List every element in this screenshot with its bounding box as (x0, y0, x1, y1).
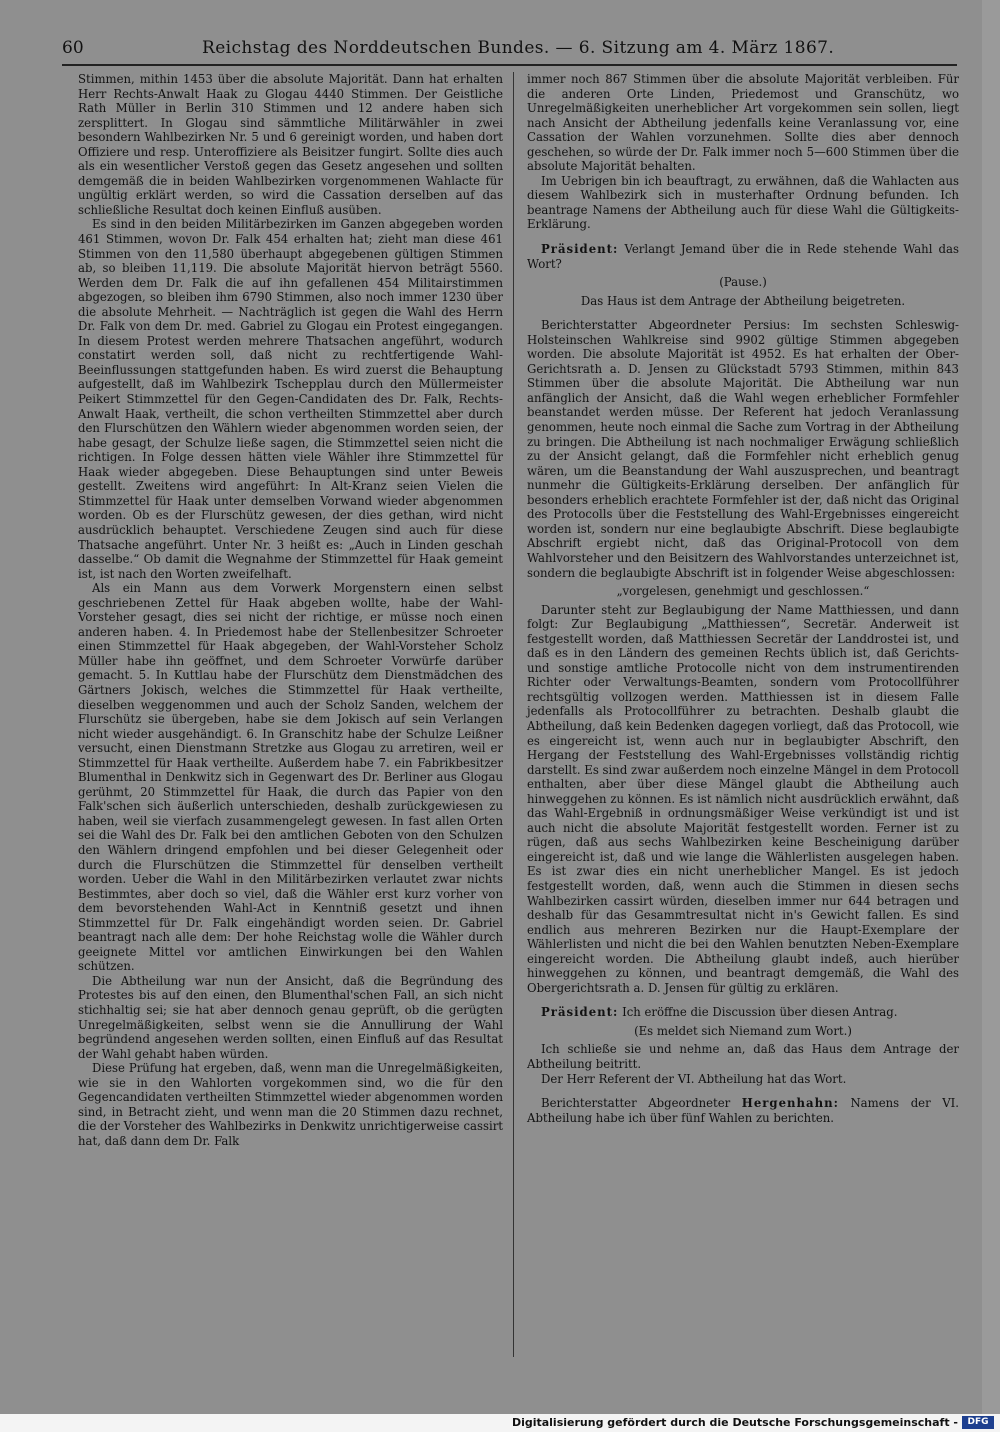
speech-text: Ich eröffne die Discussion über diesen Antrag. (622, 1005, 898, 1020)
header-rule (62, 64, 957, 66)
column-divider (513, 72, 514, 1357)
paragraph: Darunter steht zur Beglaubigung der Name Matthiessen, und dann folgt: Zur Beglaubigung „Matthiessen“, Secretär. Anderweit ist festgestellt worden, daß Matthiessen Secretär der Landdrostei ist, und daß es in den Ländern des gemeinen Rechts üblich ist, daß Gerichts- und sonstige amtliche Protocolle nicht von dem instrumentirenden Richter oder Verwaltungs-Beamten, sondern vom Protocollführer rechtsgültig vollzogen werden. Matthiessen ist in diesem Falle jedenfalls als Protocollführer zu betrachten. Deshalb glaubt die Abtheilung, daß kein Bedenken dagegen vorliegt, daß das Protocoll, wie es eingereicht ist, wenn auch nur in beglaubigter Abschrift, den Hergang der Feststellung des Wahl-Ergebnisses vollständig richtig darstellt. Es sind zwar außerdem noch einzelne Mängel in dem Protocoll enthalten, aber über diese Mängel glaubt die Abtheilung auch hinweggehen zu können. Es ist nämlich nicht ausdrücklich erwähnt, daß das Wahl-Ergebniß in ordnungsmäßiger Weise verkündigt ist und ist auch nicht die absolute Majorität festgestellt worden. Ferner ist zu rügen, daß aus sechs Wahlbezirken keine Bescheinigung darüber eingereicht ist, daß und wie lange die Wählerlisten ausgelegen haben. Es ist zwar dies ein nicht unerheblicher Mangel. Es ist jedoch festgestellt worden, daß, wenn auch die Stimmen in diesen sechs Wahlbezirken cassirt würden, dieselben immer nur 644 betragen und deshalb für das Gesammtresultat nicht in's Gewicht fallen. Es sind endlich aus mehreren Bezirken nur die Haupt-Exemplare der Wählerlisten und nicht die bei den Wahlen benutzten Neben-Exemplare eingereicht worden. Die Abtheilung glaubt indeß, auch hierüber hinweggehen zu können, und beantragt demgemäß, die Wahl des Obergerichtsrath a. D. Jensen für gültig zu erklären. (527, 602, 959, 995)
president-statement (527, 1005, 959, 1020)
paragraph: immer noch 867 Stimmen über die absolute Majorität verbleiben. Für die anderen Orte Linden, Priedemost und Granschütz, wo Unregelmäßigkeiten unerheblicher Art vorgekommen sein sollen, liegt nach Ansicht der Abtheilung jedenfalls keine Veranlassung vor, eine Cassation der Wahlen vorzunehmen. Sollte dies aber dennoch geschehen, so würde der Dr. Falk immer noch 5—600 Stimmen über die absolute Majorität behalten. (527, 72, 959, 174)
decision-note: Das Haus ist dem Antrage der Abtheilung beigetreten. (580, 293, 906, 308)
funding-credit: Digitalisierung gefördert durch die Deutsche Forschungsgemeinschaft - (511, 1416, 958, 1429)
right-column (527, 72, 959, 1125)
aside-note: (Es meldet sich Niemand zum Wort.) (634, 1023, 852, 1038)
speaker-label: Präsident: (541, 242, 619, 257)
dfg-logo: DFG (962, 1416, 994, 1429)
paragraph: Als ein Mann aus dem Vorwerk Morgenstern einen selbst geschriebenen Zettel für Haak abgeben wollte, habe der Wahl-Vorsteher gesagt, dies sei nicht der richtige, er müsse noch einen anderen haben. 4. In Priedemost habe der Stellenbesitzer Schroeter einen Stimmzettel für Haak abgegeben, der Wahl-Vorsteher Scholz Müller habe ihn geöffnet, und dem Schroeter Vorwürfe darüber gemacht. 5. In Kuttlau habe der Flurschütz dem Dienstmädchen des Gärtners Jokisch, welches die Stimmzettel für Haak vertheilte, dieselben weggenommen und auch der Scholz Sanden, welchem der Flurschütz sie übergeben, habe sie dem Jokisch auf sein Verlangen nicht wieder ausgehändigt. 6. In Granschitz habe der Schulze Leißner versucht, einen Dienstmann Stretzke aus Glogau zu arretiren, weil er Stimmzettel für Haak vertheilte. Außerdem habe 7. ein Fabrikbesitzer Blumenthal in Denkwitz sich in Gegenwart des Dr. Berliner aus Glogau gerühmt, 20 Stimmzettel für Haak, die durch das Papier von den Falk'schen sich äußerlich unterschieden, deshalb zurückgewiesen zu haben, weil sie vierfach zusammengelegt gewesen. In fast allen Orten sei die Wahl des Dr. Falk bei den amtlichen Geboten von den Schulzen den Wählern dringend empfohlen und bei dieser Gelegenheit oder durch die Flurschützen die Stimmzettel für denselben vertheilt worden. Ueber die Wahl in den Militärbezirken verlautet zwar nichts Bestimmtes, aber doch so viel, daß die Wähler erst kurz vorher von dem bevorstehenden Wahl-Act in Kenntniß gesetzt und ihnen Stimmzettel für Dr. Falk eingehändigt worden seien. Dr. Gabriel beantragt nach alle dem: Der hohe Reichstag wolle die Wähler durch geeignete Mittel vor amtlichen Einwirkungen bei den Wahlen schützen. (78, 581, 503, 974)
paragraph: Stimmen, mithin 1453 über die absolute Majorität. Dann hat erhalten Herr Rechts-Anwalt Haak zu Glogau 4440 Stimmen. Der Geistliche Rath Müller in Berlin 310 Stimmen und 12 andere haben sich zersplittert. In Glogau sind sämmtliche Militärwähler in zwei besondern Wahlbezirken Nr. 5 und 6 gereinigt worden, und haben dort Offiziere und resp. Unteroffiziere als Beisitzer fungirt. Sollte dies auch als ein wesentlicher Verstoß gegen das Gesetz angesehen und sollten demgemäß die in beiden Wahlbezirken vorgenommenen Wahlacte für ungültig erklärt werden, so wird die Cassation derselben auf das schließliche Resultat doch keinen Einfluß ausüben. (78, 72, 503, 217)
paragraph: Die Abtheilung war nun der Ansicht, daß die Begründung des Protestes bis auf den einen, den Blumenthal'schen Fall, an sich nicht stichhaltig sei; sie hat aber dennoch genau geprüft, ob die gerügten Unregelmäßigkeiten, selbst wenn sie die Annullirung der Wahl begründend angesehen werden sollten, einen Einfluß auf das Resultat der Wahl gehabt haben würden. (78, 973, 503, 1061)
paragraph: Ich schließe sie und nehme an, daß das Haus dem Antrage der Abtheilung beitritt. (527, 1042, 959, 1071)
running-head: Reichstag des Norddeutschen Bundes. — 6. Sitzung am 4. März 1867. (202, 38, 835, 58)
reporter-prefix: Berichterstatter Abgeordneter (541, 1096, 731, 1111)
paragraph: Im Uebrigen bin ich beauftragt, zu erwähnen, daß die Wahlacten aus diesem Wahlbezirk sich in musterhafter Ordnung befunden. Ich beantrage Namens der Abtheilung auch für diese Wahl die Gültigkeits-Erklärung. (527, 173, 959, 232)
quote: „vorgelesen, genehmigt und geschlossen.“ (616, 584, 870, 599)
paragraph: Berichterstatter Abgeordneter Persius: Im sechsten Schleswig-Holsteinschen Wahlkreise sind 9902 gültige Stimmen abgegeben worden. Die absolute Majorität ist 4952. Es hat erhalten der Ober-Gerichtsrath a. D. Jensen zu Glückstadt 5793 Stimmen, mithin 843 Stimmen über die absolute Majorität. Die Abtheilung war nun anfänglich der Ansicht, daß die Wahl wegen erheblicher Formfehler beanstandet werden müsse. Der Referent hat jedoch Veranlassung genommen, heute noch einmal die Sache zum Vortrag in der Abtheilung zu bringen. Die Abtheilung ist nach nochmaliger Erwägung schließlich zu der Ansicht gelangt, daß die Formfehler nicht erheblich genug wären, um die Beanstandung der Wahl auszusprechen, und beantragt nunmehr die Gültigkeits-Erklärung derselben. Der anfänglich für besonders erheblich erachtete Formfehler ist der, daß nicht das Original des Protocolls über die Feststellung des Wahl-Ergebnisses eingereicht worden ist, sondern nur eine beglaubigte Abschrift. Diese beglaubigte Abschrift ergiebt nicht, daß das Original-Protocoll von dem Wahlvorsteher und den Beisitzern des Wahlvorstandes unterzeichnet ist, sondern die beglaubigte Abschrift ist in folgender Weise abgeschlossen: (527, 318, 959, 580)
left-column (78, 72, 503, 1148)
paragraph: Es sind in den beiden Militärbezirken im Ganzen abgegeben worden 461 Stimmen, wovon Dr. Falk 454 erhalten hat; zieht man diese 461 Stimmen von den 11,580 überhaupt abgegebenen gültigen Stimmen ab, so bleiben 11,119. Die absolute Majorität hiervon beträgt 5560. Werden dem Dr. Falk die auf ihn gefallenen 454 Militairstimmen abgezogen, so bleiben ihm 6790 Stimmen, also noch immer 1230 über die absolute Mehrheit. — Nachträglich ist gegen die Wahl des Herrn Dr. Falk von dem Dr. med. Gabriel zu Glogau ein Protest eingegangen. In diesem Protest werden mehrere Thatsachen angeführt, wodurch constatirt werden soll, daß nicht zu rechtfertigende Wahl-Beeinflussungen stattgefunden haben. Es wird zuerst die Behauptung aufgestellt, daß im Wahlbezirk Tschepplau durch den Müllermeister Peikert Stimmzettel für den Gegen-Candidaten des Dr. Falk, Rechts-Anwalt Haak, vertheilt, die schon vertheilten Stimmzettel aber durch den Flurschützen den Wählern wieder abgenommen worden seien, der habe gesagt, der Schulze ließe sagen, die Stimmzettel seien nicht die richtigen. In Folge dessen hätten viele Wähler ihre Stimmzettel für Haak wieder abgegeben. Diese Behauptungen sind unter Beweis gestellt. Zweitens wird angeführt: In Alt-Kranz seien Vielen die Stimmzettel für Haak unter demselben Vorwand wieder abgenommen worden. Ob es der Flurschütz gewesen, der dies gethan, wird nicht ausdrücklich behauptet. Verschiedene Zeugen sind auch für diese Thatsache angeführt. Unter Nr. 3 heißt es: „Auch in Linden geschah dasselbe.“ Ob damit die Wegnahme der Stimmzettel für Haak gemeint ist, ist nach den Worten zweifelhaft. (78, 217, 503, 581)
page-header (62, 38, 962, 66)
scan-edge (982, 0, 1000, 1414)
paragraph: Diese Prüfung hat ergeben, daß, wenn man die Unregelmäßigkeiten, wie sie in den Wahlorten vorgekommen sind, wo die für den Gegencandidaten vertheilten Stimmzettel wieder abgenommen worden sind, in Betracht zieht, und wenn man die 20 Stimmen dazu rechnet, die der Vorsteher des Wahlbezirks in Denkwitz unrichtigerweise cassirt hat, daß dann dem Dr. Falk (78, 1061, 503, 1148)
president-statement (527, 242, 959, 271)
reporter-statement (527, 1096, 959, 1125)
page-number: 60 (62, 38, 84, 58)
paragraph: Der Herr Referent der VI. Abtheilung hat das Wort. (541, 1071, 847, 1086)
speech-text: Verlangt Jemand über die in Rede stehende Wahl das Wort? (527, 242, 960, 271)
speech-text: Namens der VI. Abtheilung habe ich über fünf Wahlen zu berichten. (527, 1096, 959, 1125)
pause-note: (Pause.) (719, 275, 767, 290)
footer-bar (0, 1414, 1000, 1432)
speaker-label: Hergenhahn: (741, 1096, 839, 1111)
speaker-label: Präsident: (541, 1005, 619, 1020)
